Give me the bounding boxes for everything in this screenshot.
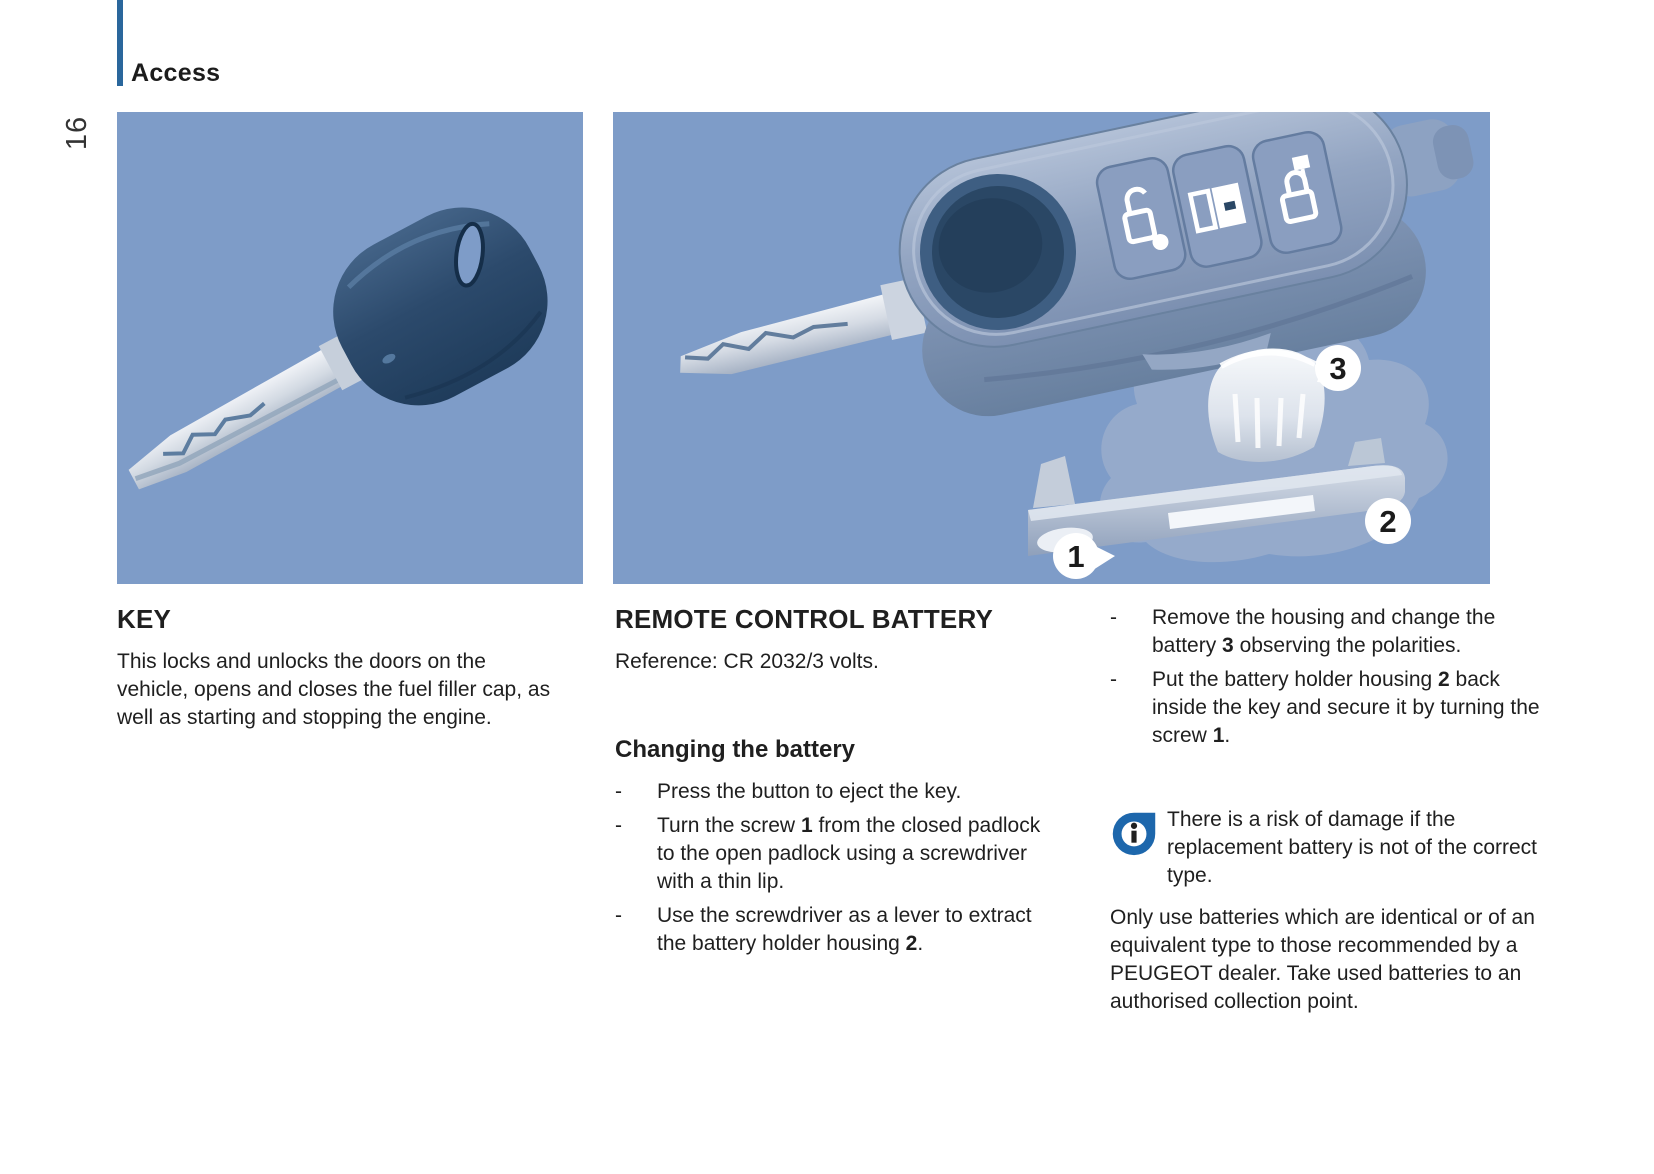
list-item bbox=[1110, 604, 1552, 660]
info-icon bbox=[1110, 806, 1158, 890]
key-heading: KEY bbox=[117, 604, 172, 634]
list-item-text: Put the battery holder housing 2 back inside the key and secure it by turning the screw 1. bbox=[1152, 668, 1540, 747]
list-item bbox=[615, 902, 1045, 958]
page-number: 16 bbox=[60, 115, 93, 151]
changing-battery-subheading: Changing the battery bbox=[615, 736, 856, 763]
list-item-text: Use the screwdriver as a lever to extract the battery holder housing 2. bbox=[657, 904, 1032, 955]
column-battery-steps bbox=[1110, 604, 1552, 1016]
marker-1-label: 1 bbox=[1067, 539, 1085, 574]
remote-key-figure bbox=[613, 112, 1490, 589]
list-item bbox=[615, 812, 1045, 896]
info-note-block bbox=[1110, 806, 1552, 890]
key-illustration bbox=[117, 112, 583, 584]
battery-reference: Reference: CR 2032/3 volts. bbox=[615, 650, 879, 673]
bullet-dash: - bbox=[1110, 606, 1117, 629]
list-item bbox=[615, 778, 1045, 806]
changing-battery-steps bbox=[615, 778, 1045, 958]
bullet-dash: - bbox=[1110, 668, 1117, 691]
key-description: This locks and unlocks the doors on the vehicle, opens and closes the fuel filler cap, as well as starting and stopping the engine. bbox=[117, 650, 551, 729]
bullet-dash: - bbox=[615, 780, 622, 803]
section-accent-bar bbox=[117, 0, 123, 86]
marker-2 bbox=[1365, 498, 1411, 544]
remote-key-illustration bbox=[613, 112, 1490, 584]
bullet-dash: - bbox=[615, 904, 622, 927]
battery-part bbox=[1208, 349, 1325, 462]
list-item-text: Turn the screw 1 from the closed padlock to the open padlock using a screwdriver with a thin lip. bbox=[657, 814, 1041, 893]
marker-3 bbox=[1315, 345, 1361, 391]
list-item-text: Remove the housing and change the battery 3 observing the polarities. bbox=[1152, 606, 1496, 657]
section-title: Access bbox=[131, 59, 221, 87]
list-item-text: Press the button to eject the key. bbox=[657, 780, 962, 803]
remote-battery-heading: REMOTE CONTROL BATTERY bbox=[615, 604, 994, 634]
list-item bbox=[1110, 666, 1552, 750]
battery-advice-text: Only use batteries which are identical or of an equivalent type to those recommended by a PEUGEOT dealer. Take used batteries to an authorised collection point. bbox=[1110, 906, 1535, 1013]
column-key bbox=[117, 604, 557, 732]
battery-refit-steps bbox=[1110, 604, 1552, 750]
marker-2-label: 2 bbox=[1379, 504, 1397, 539]
marker-3-label: 3 bbox=[1329, 351, 1347, 386]
key-figure bbox=[117, 112, 583, 589]
info-note-text: There is a risk of damage if the replacement battery is not of the correct type. bbox=[1167, 808, 1538, 887]
column-remote-battery bbox=[615, 604, 1045, 964]
bullet-dash: - bbox=[615, 814, 622, 837]
